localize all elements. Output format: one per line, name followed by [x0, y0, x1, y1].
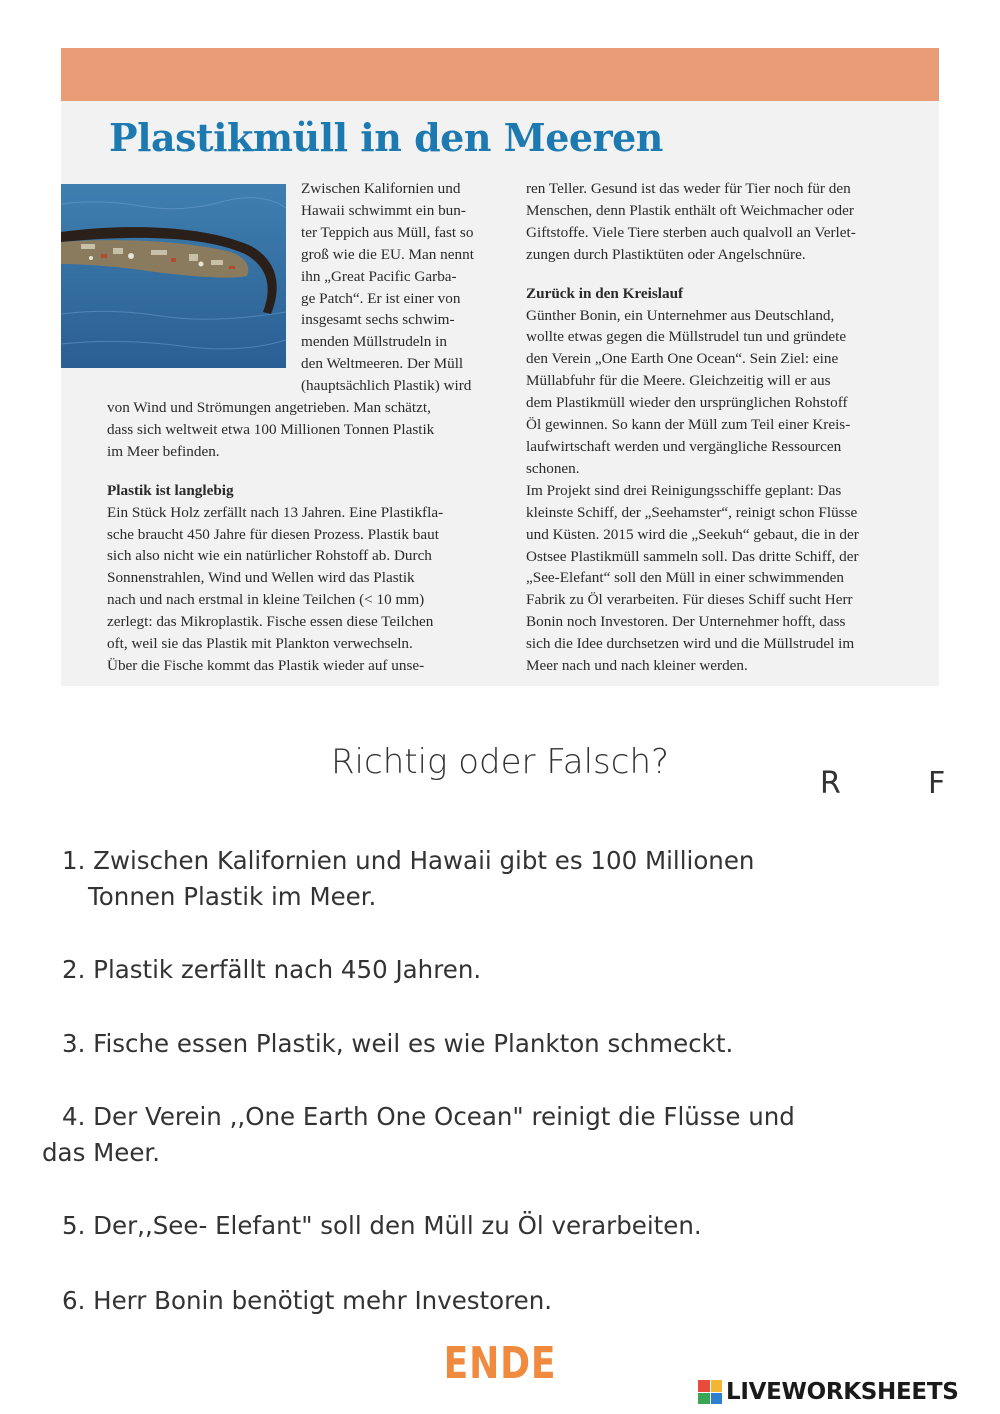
brand-text: LIVEWORKSHEETS [726, 1379, 959, 1405]
text-line: ren Teller. Gesund ist das weder für Tier noch für den [526, 180, 851, 197]
text-line: sche braucht 450 Jahre für diesen Prozess. Plastik baut [107, 525, 439, 543]
text-line: nach und nach erstmal in kleine Teilchen (< 10 mm) [107, 591, 425, 609]
question-text: 4. Der Verein ,,One Earth One Ocean" reinigt die Flüsse und [62, 1102, 795, 1131]
text-line: sich die Idee durchsetzen wird und die Müllstrudel im [526, 635, 855, 653]
question-6: 6. Herr Bonin benötigt mehr Investoren. [62, 1286, 553, 1315]
text-line: Fabrik zu Öl verarbeiten. Für dieses Schiff sucht Herr [526, 591, 853, 609]
article-title: Plastikmüll in den Meeren [109, 115, 663, 160]
question-4 [42, 1099, 795, 1171]
text-line: schonen. [526, 459, 580, 477]
text-line: menden Müllstrudeln in [301, 333, 447, 351]
text-line: Sonnenstrahlen, Wind und Wellen wird das Plastik [107, 569, 415, 587]
text-line: insgesamt sechs schwim- [301, 311, 455, 329]
ocean-garbage-photo [61, 184, 286, 368]
text-line: Müllabfuhr für die Meere. Gleichzeitig will er aus [526, 372, 831, 390]
text-line: von Wind und Strömungen angetrieben. Man schätzt, [107, 399, 431, 416]
text-line: zerlegt: das Mikroplastik. Fische essen diese Teilchen [107, 613, 434, 631]
text-line: oft, weil sie das Plastik mit Plankton verwechseln. [107, 635, 413, 653]
text-line: und Küsten. 2015 wird die „Seekuh“ gebaut, die in der [526, 525, 859, 543]
text-line: dem Plastikmüll wieder den ursprünglichen Rohstoff [526, 394, 848, 412]
text-line: groß wie die EU. Man nennt [301, 245, 474, 263]
liveworksheets-brand[interactable] [698, 1379, 958, 1405]
text-line: Menschen, denn Plastik enthält oft Weichmacher oder [526, 201, 854, 219]
left-column-text [107, 397, 507, 677]
text-line: Meer nach und nach kleiner werden. [526, 657, 748, 675]
intro-wrapped-text [301, 178, 501, 397]
text-line: dass sich weltweit etwa 100 Millionen Tonnen Plastik [107, 420, 435, 438]
text-line: den Verein „One Earth One Ocean“. Sein Ziel: eine [526, 350, 839, 368]
text-line: ihn „Great Pacific Garba- [301, 267, 457, 285]
text-line: laufwirtschaft werden und vergängliche Ressourcen [526, 437, 842, 455]
text-line: wollte etwas gegen die Müllstrudel tun und gründete [526, 328, 847, 346]
section-heading-langlebig: Plastik ist langlebig [107, 481, 234, 499]
text-line: ge Patch“. Er ist einer von [301, 289, 461, 307]
question-3: 3. Fische essen Plastik, weil es wie Plankton schmeckt. [62, 1029, 734, 1058]
text-line: Öl gewinnen. So kann der Müll zum Teil einer Kreis- [526, 416, 851, 434]
text-line: Über die Fische kommt das Plastik wieder auf unse- [107, 656, 425, 674]
text-line: ter Teppich aus Müll, fast so [301, 223, 474, 241]
end-label: ENDE [443, 1338, 557, 1389]
question-text: 1. Zwischen Kalifornien und Hawaii gibt es 100 Millionen [62, 846, 755, 875]
question-1 [62, 843, 754, 915]
liveworksheets-logo-icon [698, 1380, 722, 1404]
text-line: Bonin noch Investoren. Der Unternehmer hofft, dass [526, 613, 846, 631]
article-panel [61, 101, 939, 686]
right-column-text [526, 178, 931, 677]
text-line: (hauptsächlich Plastik) wird [301, 377, 472, 395]
text-line: Im Projekt sind drei Reinigungsschiffe geplant: Das [526, 481, 842, 499]
text-line: „See-Elefant“ soll den Müll in einer schwimmenden [526, 569, 844, 587]
text-line: im Meer befinden. [107, 442, 220, 460]
text-line: Ein Stück Holz zerfällt nach 13 Jahren. Eine Plastikfla- [107, 503, 444, 521]
text-line: Ostsee Plastikmüll sammeln soll. Das dritte Schiff, der [526, 547, 859, 565]
text-line: Günther Bonin, ein Unternehmer aus Deutschland, [526, 306, 835, 324]
question-text: Tonnen Plastik im Meer. [88, 882, 377, 911]
question-2: 2. Plastik zerfällt nach 450 Jahren. [62, 955, 482, 984]
quiz-title: Richtig oder Falsch? [330, 742, 670, 782]
text-line: Hawaii schwimmt ein bun- [301, 201, 466, 219]
text-line: den Weltmeeren. Der Müll [301, 355, 464, 373]
text-line: Zwischen Kalifornien und [301, 180, 461, 197]
column-header-richtig: R [820, 766, 841, 801]
text-line: kleinste Schiff, der „Seehamster“, reinigt schon Flüsse [526, 503, 858, 521]
question-5: 5. Der,,See- Elefant" soll den Müll zu Öl verarbeiten. [62, 1211, 702, 1240]
text-line: Giftstoffe. Viele Tiere sterben auch qualvoll an Verlet- [526, 223, 856, 241]
text-line: zungen durch Plastiktüten oder Angelschnüre. [526, 245, 806, 263]
section-heading-kreislauf: Zurück in den Kreislauf [526, 284, 684, 302]
question-text: das Meer. [42, 1138, 161, 1167]
header-bar [61, 48, 939, 101]
column-header-falsch: F [928, 766, 946, 801]
text-line: sich also nicht wie ein natürlicher Rohstoff ab. Durch [107, 547, 432, 565]
